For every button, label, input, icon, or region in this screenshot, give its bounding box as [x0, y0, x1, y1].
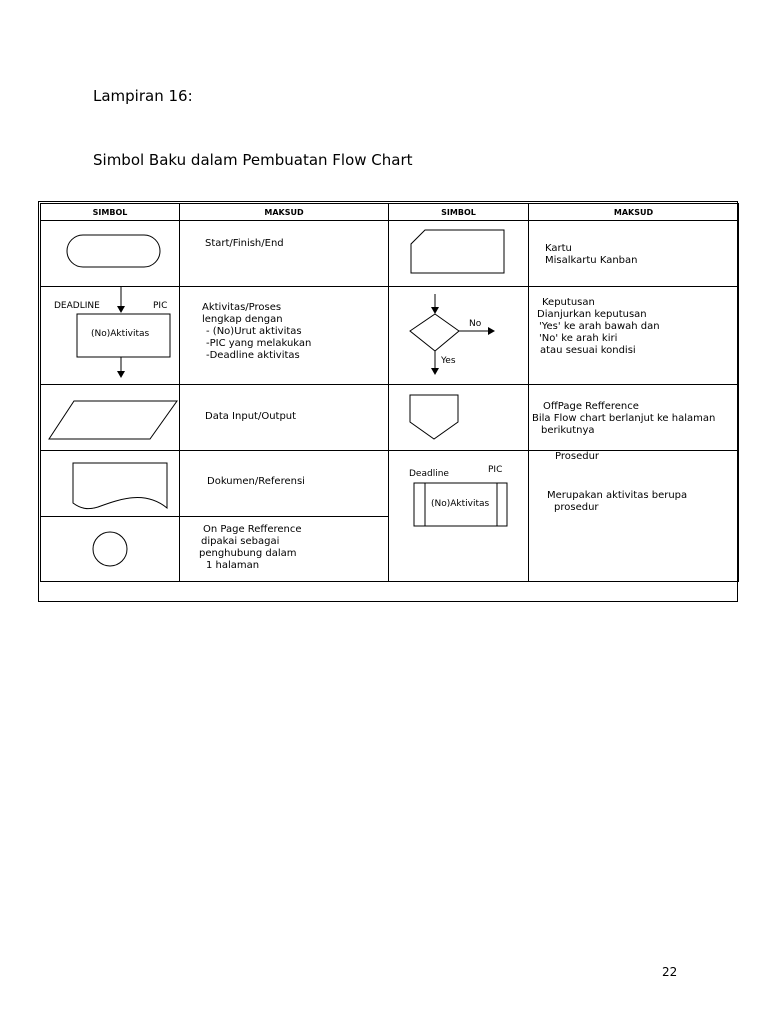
maksud-cell: [529, 287, 739, 385]
document-symbol: [41, 451, 180, 517]
maksud-text: On Page Refference: [203, 524, 302, 535]
activity-label: (No)Aktivitas: [91, 329, 150, 339]
maksud-text: dipakai sebagai: [201, 536, 280, 547]
maksud-cell: [529, 385, 739, 451]
maksud-text: Start/Finish/End: [205, 238, 284, 249]
decision-symbol: [389, 287, 529, 385]
deadline-label: DEADLINE: [54, 301, 100, 311]
yes-label: Yes: [441, 356, 456, 366]
maksud-cell: [180, 287, 389, 385]
symbol-cell-card: [389, 221, 529, 287]
maksud-text: Data Input/Output: [205, 411, 297, 422]
maksud-text: 'Yes' ke arah bawah dan: [539, 321, 660, 332]
symbol-cell-predefined-process: [389, 451, 529, 582]
header-maksud-2: MAKSUD: [529, 204, 739, 221]
symbol-cell-document: [41, 451, 180, 517]
symbol-cell-terminator: [41, 221, 180, 287]
activity-label: (No)Aktivitas: [431, 499, 490, 509]
maksud-text: berikutnya: [541, 425, 595, 436]
maksud-text: OffPage Refference: [543, 401, 639, 412]
maksud-text: Prosedur: [555, 451, 600, 462]
maksud-text: - (No)Urut aktivitas: [206, 326, 302, 337]
appendix-label: Lampiran 16:: [93, 87, 193, 105]
maksud-text: -PIC yang melakukan: [206, 338, 312, 349]
data-io-symbol: [41, 385, 180, 451]
page-number: 22: [662, 965, 678, 979]
table-row: [41, 287, 739, 385]
maksud-text: Merupakan aktivitas berupa: [547, 490, 688, 501]
symbol-cell-offpage: [389, 385, 529, 451]
maksud-text: Dokumen/Referensi: [207, 476, 305, 487]
no-label: No: [469, 319, 482, 329]
maksud-cell: [529, 221, 739, 287]
symbol-cell-process: [41, 287, 180, 385]
maksud-text: Keputusan: [542, 297, 595, 308]
deadline-label: Deadline: [409, 469, 449, 479]
maksud-text: atau sesuai kondisi: [540, 345, 636, 356]
maksud-text: Bila Flow chart berlanjut ke halaman: [532, 413, 716, 424]
maksud-text: -Deadline aktivitas: [206, 350, 300, 361]
symbol-cell-data: [41, 385, 180, 451]
maksud-text: Aktivitas/Proses: [202, 302, 282, 313]
maksud-text: Misalkartu Kanban: [545, 255, 638, 266]
pic-label: PIC: [153, 301, 168, 311]
maksud-cell: [529, 451, 739, 582]
maksud-cell: [180, 385, 389, 451]
offpage-reference-symbol: [389, 385, 529, 451]
symbol-cell-decision: [389, 287, 529, 385]
maksud-text: 'No' ke arah kiri: [539, 333, 618, 344]
symbol-cell-connector: [41, 517, 180, 582]
header-symbol-2: SIMBOL: [389, 204, 529, 221]
table-row: [41, 451, 739, 517]
header-symbol-1: SIMBOL: [41, 204, 180, 221]
maksud-text: prosedur: [554, 502, 599, 513]
table-header-row: [41, 204, 739, 221]
maksud-cell: [180, 221, 389, 287]
maksud-cell: [180, 517, 389, 582]
connector-symbol: [41, 517, 180, 582]
maksud-text: 1 halaman: [206, 560, 260, 571]
flowchart-symbol-table: [40, 203, 739, 582]
maksud-text: lengkap dengan: [202, 314, 283, 325]
header-maksud-1: MAKSUD: [180, 204, 389, 221]
maksud-text: Kartu: [545, 243, 572, 254]
terminator-symbol: [41, 221, 180, 287]
table-row: [41, 221, 739, 287]
table-row: [41, 385, 739, 451]
page-title: Simbol Baku dalam Pembuatan Flow Chart: [93, 151, 413, 169]
maksud-cell: [180, 451, 389, 517]
maksud-text: Dianjurkan keputusan: [537, 309, 647, 320]
pic-label: PIC: [488, 465, 503, 475]
maksud-text: penghubung dalam: [199, 548, 297, 559]
card-symbol: [389, 221, 529, 287]
